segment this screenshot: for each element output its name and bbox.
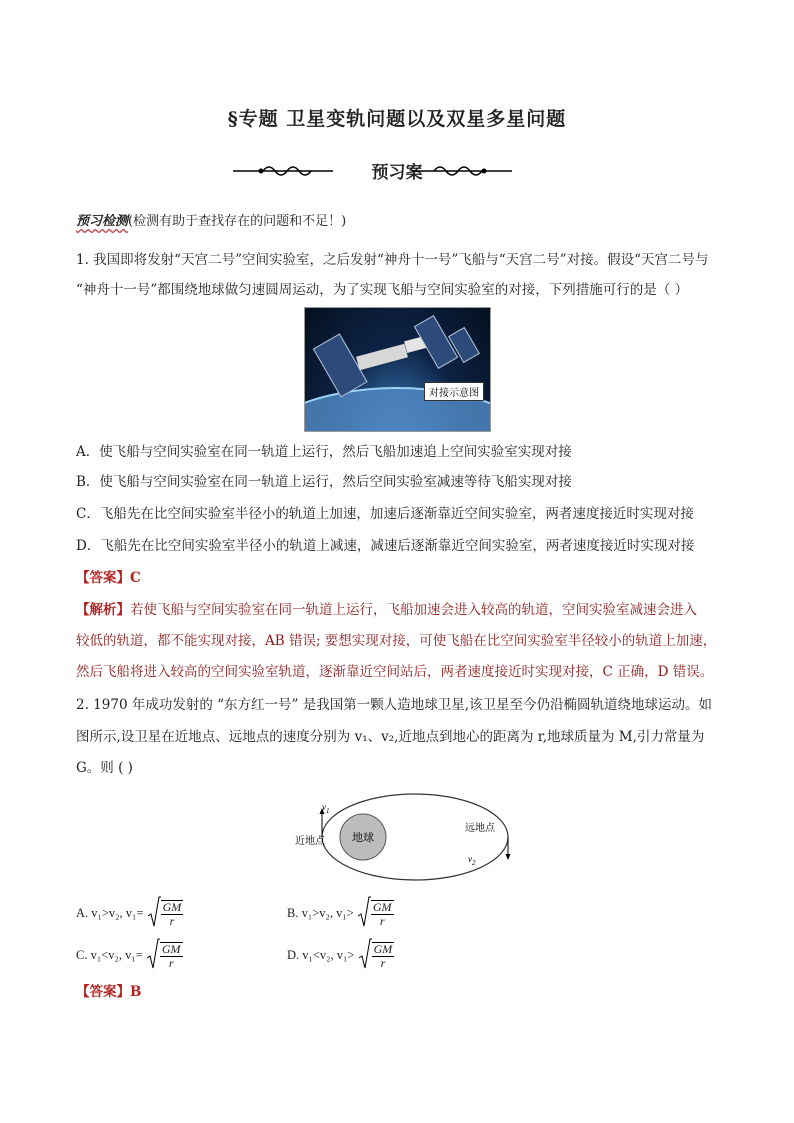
answer-value: B [130,984,142,1000]
perigee-label: 近地点 [295,836,325,847]
q1-option-a: A．使飞船与空间实验室在同一轨道上运行，然后飞船加速追上空间实验室实现对接 [76,444,572,460]
q1-answer [76,568,141,588]
answer-value: C [130,570,141,586]
section-note: (检测有助于查找存在的问题和不足！) [128,214,347,229]
q2-option-d [287,938,394,974]
fraction-numerator: GM [162,900,182,914]
v1-label: $v_1$ [322,802,330,815]
right-ornament-icon [412,162,512,180]
option-c-prefix: C. v₁<v₂, v₁= [76,947,143,962]
q1-option-b: B．使飞船与空间实验室在同一轨道上运行，然后空间实验室减速等待飞船实现对接 [76,474,572,490]
q1-stem-line2: “神舟十一号”都围绕地球做匀速圆周运动，为了实现飞船与空间实验室的对接，下列措施可行的是（ ） [76,282,689,298]
v2-arrowhead-icon [506,854,511,860]
option-a-prefix: A. v₁>v₂, v₁= [76,905,144,920]
q2-stem-line3: G。则 ( ) [76,760,133,776]
analysis-label: 【解析】 [76,602,130,618]
q1-stem-line1: 1. 我国即将发射“天宫二号”空间实验室，之后发射“神舟十一号”飞船与“天宫二号”对接。假设“天宫二号与 [76,252,709,268]
analysis-text: 若使飞船与空间实验室在同一轨道上运行，飞船加速会进入较高的轨道，空间实验室减速会进入 [130,602,697,618]
answer-label: 【答案】 [76,984,130,1000]
q2-stem-line2: 图所示,设卫星在近地点、远地点的速度分别为 v₁、v₂,近地点到地心的距离为 r,地球质量为 M,引力常量为 [76,729,705,745]
page-title: §专题 卫星变轨问题以及双星多星问题 [227,108,567,130]
subtitle-banner [0,158,794,186]
fraction-denominator: r [379,914,385,928]
q2-answer [76,982,141,1002]
orbit-diagram [285,790,515,885]
fraction-denominator: r [380,956,386,970]
section-header [76,210,346,229]
photo-caption: 对接示意图 [424,382,484,401]
q1-option-d: D．飞船先在比空间实验室半径小的轨道上减速，减速后逐渐靠近空间实验室，两者速度接近时实现对接 [76,538,695,554]
fraction-numerator: GM [372,900,392,914]
q2-option-c [76,938,183,974]
q1-analysis-line3: 然后飞船将进入较高的空间实验室轨道，逐渐靠近空间站后，两者速度接近时实现对接，C 正确，D 错误。 [76,664,714,680]
sqrt-icon [147,896,161,932]
q1-analysis-line2: 较低的轨道，都不能实现对接，AB 错误; 要想实现对接，可使飞船在比空间实验室半径较小的轨道上加速， [76,633,717,649]
sqrt-icon [358,938,372,974]
q2-option-a [76,896,183,932]
option-d-prefix: D. v₁<v₂, v₁> [287,947,355,962]
section-badge: 预习检测 [76,214,129,229]
answer-label: 【答案】 [76,570,130,586]
subtitle: 预习案 [371,163,423,183]
q2-stem-line1: 2. 1970 年成功发射的 “东方红一号” 是我国第一颗人造地球卫星,该卫星至今仍沿椭圆轨道绕地球运动。如 [76,697,712,713]
fraction-denominator: r [169,914,175,928]
q2-option-b [287,896,394,932]
v2-label: $v_2$ [468,854,476,867]
q1-analysis-line1 [76,600,697,620]
docking-illustration [305,308,490,431]
fraction-denominator: r [168,956,174,970]
q1-option-c: C．飞船先在比空间实验室半径小的轨道上加速，加速后逐渐靠近空间实验室，两者速度接近时实现对接 [76,506,694,522]
option-b-prefix: B. v₁>v₂, v₁> [287,905,354,920]
fraction-numerator: GM [373,942,393,956]
docking-photo [304,307,491,432]
apogee-label: 远地点 [465,823,495,834]
sqrt-icon [146,938,160,974]
sqrt-icon [357,896,371,932]
fraction-numerator: GM [161,942,181,956]
earth-label: 地球 [352,831,374,844]
